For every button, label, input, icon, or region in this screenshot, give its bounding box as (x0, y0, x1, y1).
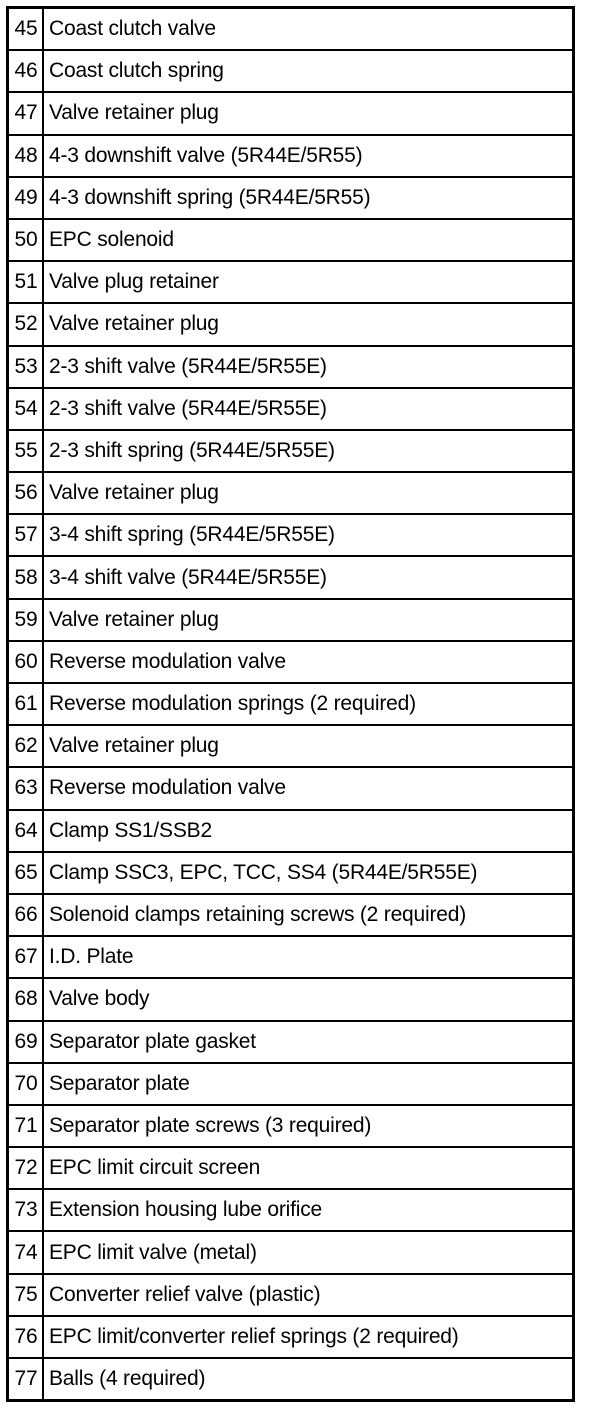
parts-table-body (8, 8, 574, 1401)
part-number: 48 (8, 135, 44, 177)
part-description: Separator plate (43, 1063, 574, 1105)
part-description: 3-4 shift valve (5R44E/5R55E) (43, 556, 574, 598)
part-description: 4-3 downshift valve (5R44E/5R55) (43, 135, 574, 177)
part-number: 60 (8, 641, 44, 683)
table-row (8, 177, 574, 219)
part-number: 69 (8, 1021, 44, 1063)
part-number: 58 (8, 556, 44, 598)
part-description: Reverse modulation valve (43, 767, 574, 809)
part-description: EPC solenoid (43, 219, 574, 261)
part-number: 65 (8, 852, 44, 894)
part-description: 2-3 shift valve (5R44E/5R55E) (43, 346, 574, 388)
part-description: 2-3 shift valve (5R44E/5R55E) (43, 388, 574, 430)
table-row (8, 92, 574, 134)
table-row (8, 936, 574, 978)
part-number: 56 (8, 472, 44, 514)
part-description: Separator plate gasket (43, 1021, 574, 1063)
part-number: 73 (8, 1189, 44, 1231)
part-number: 64 (8, 810, 44, 852)
table-row (8, 767, 574, 809)
part-description: EPC limit circuit screen (43, 1147, 574, 1189)
part-description: Valve retainer plug (43, 92, 574, 134)
part-number: 68 (8, 978, 44, 1020)
table-row (8, 1358, 574, 1401)
part-number: 53 (8, 346, 44, 388)
part-number: 47 (8, 92, 44, 134)
table-row (8, 1021, 574, 1063)
part-number: 46 (8, 50, 44, 92)
part-description: Valve plug retainer (43, 261, 574, 303)
table-row (8, 8, 574, 51)
table-row (8, 1147, 574, 1189)
part-number: 49 (8, 177, 44, 219)
part-description: Converter relief valve (plastic) (43, 1274, 574, 1316)
table-row (8, 852, 574, 894)
table-row (8, 430, 574, 472)
part-description: EPC limit valve (metal) (43, 1231, 574, 1273)
part-description: Coast clutch valve (43, 8, 574, 51)
table-row (8, 1316, 574, 1358)
table-row (8, 683, 574, 725)
part-description: Balls (4 required) (43, 1358, 574, 1401)
part-description: 2-3 shift spring (5R44E/5R55E) (43, 430, 574, 472)
table-row (8, 978, 574, 1020)
parts-legend-table (6, 6, 575, 1402)
part-description: Reverse modulation springs (2 required) (43, 683, 574, 725)
part-description: Valve body (43, 978, 574, 1020)
table-row (8, 261, 574, 303)
part-number: 63 (8, 767, 44, 809)
part-number: 59 (8, 599, 44, 641)
part-number: 62 (8, 725, 44, 767)
part-number: 50 (8, 219, 44, 261)
part-number: 66 (8, 894, 44, 936)
table-row (8, 346, 574, 388)
part-number: 74 (8, 1231, 44, 1273)
part-number: 77 (8, 1358, 44, 1401)
table-row (8, 556, 574, 598)
part-number: 52 (8, 303, 44, 345)
part-number: 72 (8, 1147, 44, 1189)
part-description: EPC limit/converter relief springs (2 required) (43, 1316, 574, 1358)
table-row (8, 1063, 574, 1105)
table-row (8, 810, 574, 852)
part-number: 55 (8, 430, 44, 472)
part-description: Solenoid clamps retaining screws (2 required) (43, 894, 574, 936)
part-number: 70 (8, 1063, 44, 1105)
table-row (8, 514, 574, 556)
part-description: Separator plate screws (3 required) (43, 1105, 574, 1147)
table-row (8, 641, 574, 683)
part-description: I.D. Plate (43, 936, 574, 978)
table-row (8, 135, 574, 177)
part-description: Reverse modulation valve (43, 641, 574, 683)
part-description: 3-4 shift spring (5R44E/5R55E) (43, 514, 574, 556)
table-row (8, 219, 574, 261)
part-number: 67 (8, 936, 44, 978)
part-description: Coast clutch spring (43, 50, 574, 92)
table-row (8, 725, 574, 767)
part-number: 71 (8, 1105, 44, 1147)
part-number: 61 (8, 683, 44, 725)
table-row (8, 1231, 574, 1273)
table-row (8, 472, 574, 514)
part-description: Clamp SSC3, EPC, TCC, SS4 (5R44E/5R55E) (43, 852, 574, 894)
part-description: Valve retainer plug (43, 303, 574, 345)
part-number: 57 (8, 514, 44, 556)
part-description: 4-3 downshift spring (5R44E/5R55) (43, 177, 574, 219)
table-row (8, 599, 574, 641)
part-description: Clamp SS1/SSB2 (43, 810, 574, 852)
table-row (8, 303, 574, 345)
table-row (8, 50, 574, 92)
table-row (8, 1189, 574, 1231)
part-description: Extension housing lube orifice (43, 1189, 574, 1231)
table-row (8, 894, 574, 936)
table-row (8, 1274, 574, 1316)
part-description: Valve retainer plug (43, 599, 574, 641)
part-number: 54 (8, 388, 44, 430)
part-description: Valve retainer plug (43, 725, 574, 767)
part-description: Valve retainer plug (43, 472, 574, 514)
part-number: 45 (8, 8, 44, 51)
table-row (8, 388, 574, 430)
table-row (8, 1105, 574, 1147)
part-number: 75 (8, 1274, 44, 1316)
part-number: 76 (8, 1316, 44, 1358)
part-number: 51 (8, 261, 44, 303)
